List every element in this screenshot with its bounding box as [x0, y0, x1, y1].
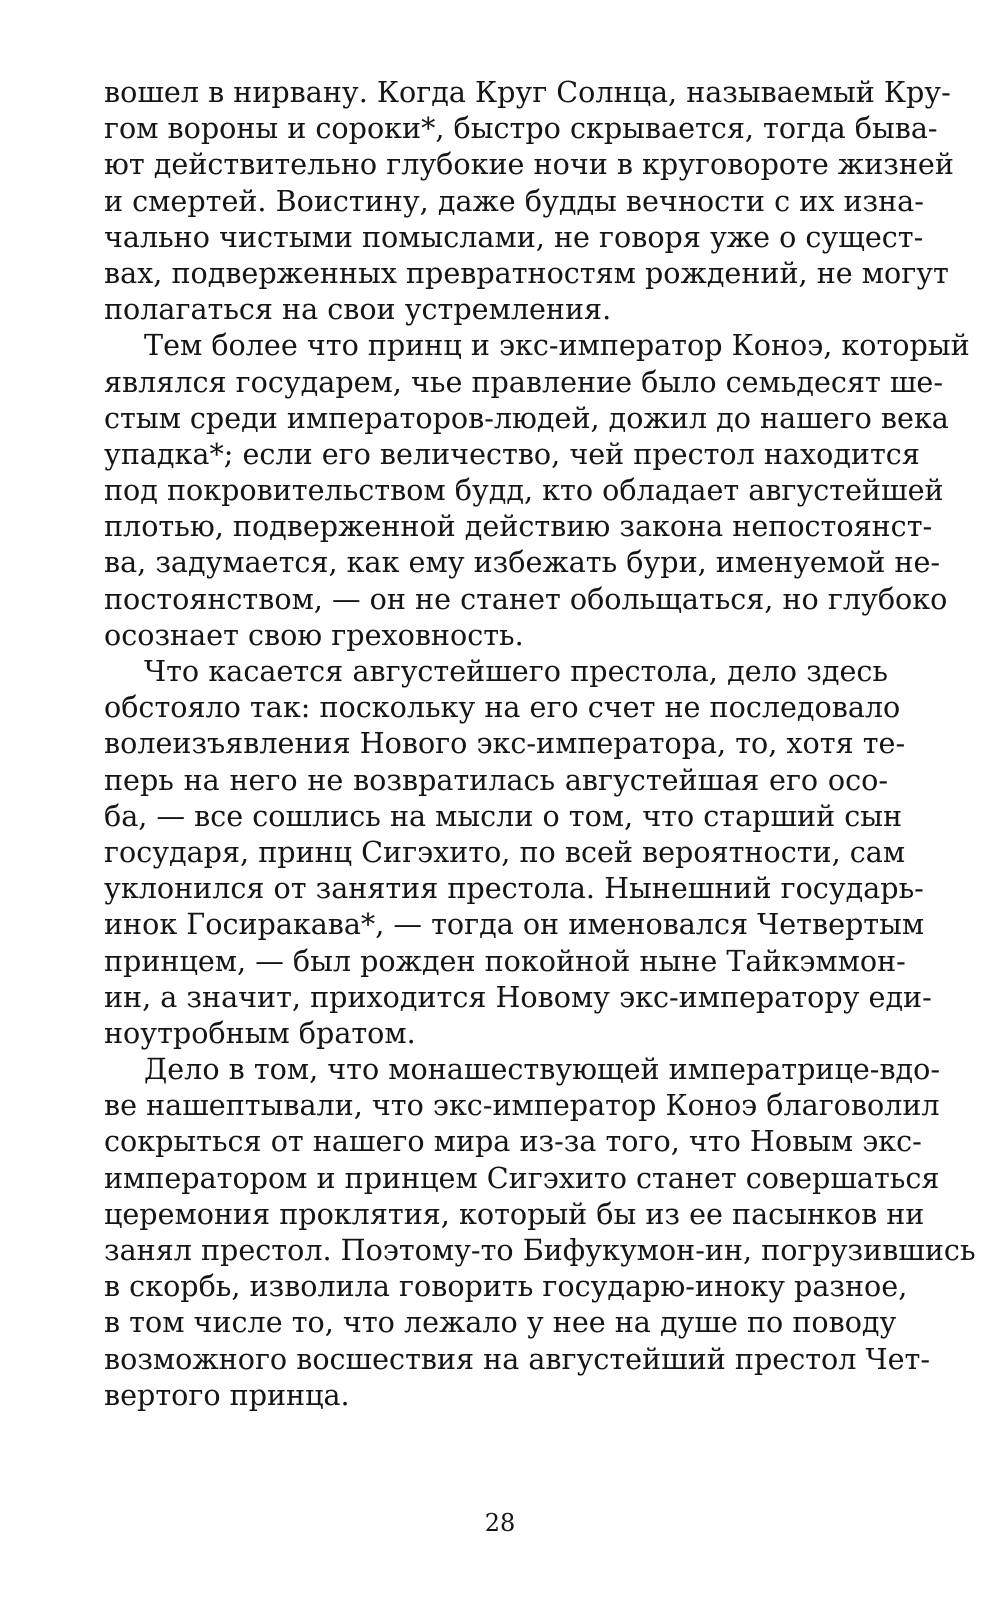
text-line: под покровительством будд, кто обладает августейшей [104, 473, 944, 508]
text-line: вах, подверженных превратностям рождений, не могут [104, 255, 949, 290]
text-line: ин, а значит, приходится Новому экс-императору еди- [104, 979, 932, 1014]
text-line: ноутробным братом. [104, 1015, 416, 1050]
text-line: полагаться на свои устремления. [104, 292, 612, 327]
text-line: осознает свою греховность. [104, 617, 524, 652]
text-line: волеизъявления Нового экс-императора, то, хотя те- [104, 726, 906, 761]
text-line: ба, — все сошлись на мысли о том, что старший сын [104, 798, 903, 833]
text-line: в том числе то, что лежало у нее на душе по поводу [104, 1305, 897, 1340]
text-line: и смертей. Воистину, даже будды вечности с их изна- [104, 183, 924, 218]
text-line: уклонился от занятия престола. Нынешний государь- [104, 871, 924, 906]
paragraph-3 [104, 653, 932, 1051]
text-line: обстояло так: поскольку на его счет не последовало [104, 690, 901, 725]
text-line: ве нашептывали, что экс-император Коноэ благоволил [104, 1088, 940, 1123]
text-line: Что касается августейшего престола, дело здесь [144, 654, 888, 688]
text-line: государя, принц Сигэхито, по всей вероятности, сам [104, 834, 906, 869]
text-line: вертого принца. [104, 1377, 350, 1412]
paragraph-2 [104, 327, 970, 653]
text-line: чально чистыми помыслами, не говоря уже о сущест- [104, 219, 924, 254]
text-line: вошел в нирвану. Когда Круг Солнца, называемый Кру- [104, 75, 951, 109]
text-line: постоянством, — он не станет обольщаться, но глубоко [104, 581, 948, 616]
text-line: перь на него не возвратилась августейшая его осо- [104, 762, 888, 797]
paragraph-1 [104, 74, 954, 327]
paragraph-4 [104, 1051, 976, 1413]
text-line: гом вороны и сороки*, быстро скрывается, тогда быва- [104, 111, 938, 146]
page-number: 28 [484, 1509, 516, 1537]
text-line: императором и принцем Сигэхито станет совершаться [104, 1160, 940, 1195]
text-line: возможного восшествия на августейший престол Чет- [104, 1341, 931, 1376]
text-line: в скорбь, изволила говорить государю-иноку разное, [104, 1269, 908, 1304]
text-line: являлся государем, чье правление было семьдесят ше- [104, 364, 944, 399]
text-line: сокрыться от нашего мира из-за того, что Новым экс- [104, 1124, 922, 1159]
text-line: плотью, подверженной действию закона непостоянст- [104, 509, 933, 544]
text-line: ва, задумается, как ему избежать бури, именуемой не- [104, 545, 941, 580]
body-text [104, 74, 976, 1413]
text-line: Дело в том, что монашествующей императрице-вдо- [144, 1052, 941, 1087]
text-line: стым среди императоров-людей, дожил до нашего века [104, 400, 949, 435]
text-line: инок Госиракава*, — тогда он именовался Четвертым [104, 907, 925, 942]
text-line: ют действительно глубокие ночи в круговороте жизней [104, 147, 954, 182]
text-line: занял престол. Поэтому-то Бифукумон-ин, погрузившись [104, 1233, 976, 1267]
text-line: Тем более что принц и экс-император Коноэ, который [144, 328, 970, 363]
text-line: упадка*; если его величество, чей престол находится [104, 436, 920, 471]
text-line: церемония проклятия, который бы из ее пасынков ни [104, 1196, 925, 1231]
text-line: принцем, — был рожден покойной ныне Тайкэммон- [104, 943, 906, 978]
